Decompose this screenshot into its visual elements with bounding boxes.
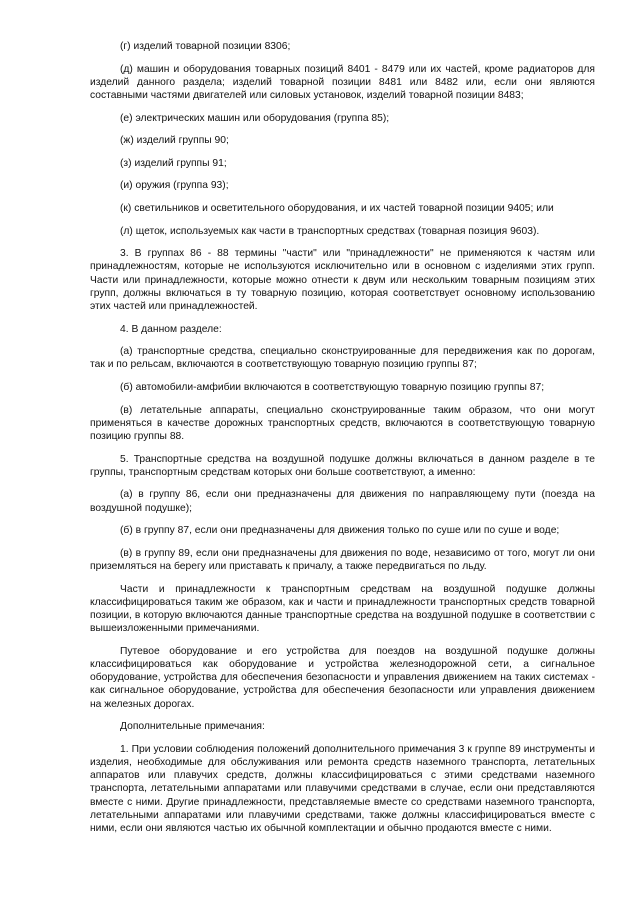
note-item-zh: (ж) изделий группы 90; [120,135,229,147]
note-4-item-b: (б) автомобили-амфибии включаются в соответствующую товарную позицию группы 87; [120,381,545,393]
note-5: 5. Транспортные средства на воздушной подушке должны включаться в данном разделе в те группы, транспортным средствам которых они больше соответствуют, а именно: [90,453,595,478]
note-4-item-a: (а) транспортные средства, специально сконструированные для передвижения как по дорогам, так и по рельсам, включаются в соответствующую товарную позицию группы 87; [90,346,595,371]
note-5-track-equipment-paragraph: Путевое оборудование и его устройства для поездов на воздушной подушке должны классифицироваться как оборудование и устройства железнодорожной сети, а сигнальное оборудование, устройства для обеспечения безопасности и управления движением на таких системах - как сигнальное оборудование, устройства для обеспечения безопасности или управления движением на железных дорогах. [90,645,595,710]
note-5-item-a: (а) в группу 86, если они предназначены для движения по направляющему пути (поезда на воздушной подушке); [90,489,595,514]
note-4-item-v: (в) летательные аппараты, специально сконструированные таким образом, что они могут применяться в качестве дорожных транспортных средств, включаются в соответствующую товарную позицию группы 88. [90,404,595,442]
note-5-item-v: (в) в группу 89, если они предназначены для движения по воде, независимо от того, могут ли они приземляться на берегу или приставать к причалу, а также передвигаться по льду. [90,547,595,572]
note-item-e: (е) электрических машин или оборудования (группа 85); [120,112,390,124]
note-item-g: (г) изделий товарной позиции 8306; [120,41,291,52]
note-5-parts-paragraph: Части и принадлежности к транспортным средствам на воздушной подушке должны классифицироваться таким же образом, как и части и принадлежности транспортных средств товарной позиции, в которую включаются данные транспортные средства на воздушной подушке в соответствии с вышеизложенными примечаниями. [90,583,595,635]
note-item-z: (з) изделий группы 91; [120,157,227,169]
note-item-i: (и) оружия (группа 93); [120,180,229,192]
additional-notes-heading: Дополнительные примечания: [120,721,265,733]
note-4-heading: 4. В данном разделе: [120,323,222,335]
note-3: 3. В группах 86 - 88 термины "части" или "принадлежности" не применяются к частям или принадлежностям, которые не используются исключительно или в основном с изделиями этих групп. Части или принадлежности, которые можно отнести к двум или нескольким товарным позициям этих групп, должны включаться в ту товарную позицию, которая соответствует основному использованию этих частей или принадлежностей. [90,248,595,312]
note-item-k: (к) светильников и осветительного оборудования, и их частей товарной позиции 9405; или [120,202,554,214]
additional-note-1: 1. При условии соблюдения положений дополнительного примечания 3 к группе 89 инструменты и изделия, необходимые для обслуживания или ремонта средств наземного транспорта, летательных аппаратов или плавучих средств, должны классифицироваться с этими средствами наземного транспорта, летательными аппаратами или плавучими средствами в случае, если они представляются вместе с ними. Другие принадлежности, представляемые вместе со средствами наземного транспорта, летательными аппаратами или плавучими средствами, также должны классифицироваться вместе с ними, если они являются частью их обычной комплектации и обычно продаются вместе с ними. [90,743,595,834]
note-item-l: (л) щеток, используемых как части в транспортных средствах (товарная позиция 9603). [120,225,540,237]
document-page [90,40,595,845]
note-5-item-b: (б) в группу 87, если они предназначены для движения только по суше или по суше и воде; [120,525,560,537]
note-item-d: (д) машин и оборудования товарных позиций 8401 - 8479 или их частей, кроме радиаторов для изделий данного раздела; изделий товарной позиции 8481 или 8482 или, если они являются составными частями двигателей или силовых установок, изделий товарной позиции 8483; [90,63,595,101]
